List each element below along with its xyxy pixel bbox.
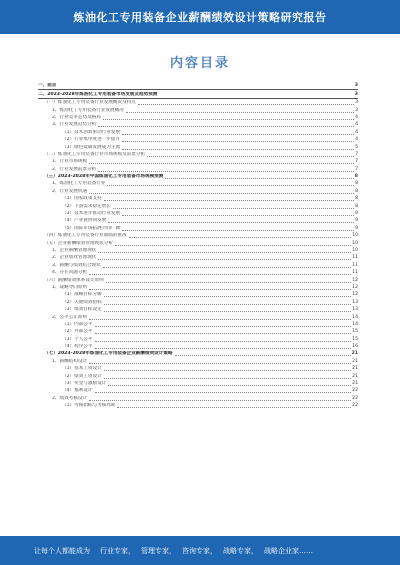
toc-entry-label: 4、存在问题分析 — [52, 270, 88, 276]
toc-entry-label: 2、企业绩效管理现状 — [52, 255, 97, 261]
footer-banner — [0, 536, 400, 565]
toc-entry-page: 21 — [351, 351, 358, 357]
toc-leader-dots — [104, 378, 351, 379]
toc-entry-label: （4）产业链协同发展 — [62, 218, 107, 224]
toc-entry-label: （3）绿色低碳发展成为主流 — [62, 144, 121, 150]
toc-leader-dots — [108, 222, 354, 223]
toc-entry[interactable] — [38, 365, 358, 372]
toc-entry-label: （三）2023-2028年中国炼油化工专用装备市场规模预测 — [44, 174, 164, 180]
toc-entry-page: 15 — [352, 336, 358, 342]
toc-entry[interactable] — [38, 90, 358, 98]
toc-entry[interactable] — [38, 151, 358, 158]
toc-entry-page: 22 — [352, 388, 358, 394]
toc-entry[interactable] — [38, 291, 358, 298]
toc-leader-dots — [117, 407, 351, 408]
toc-entry-page: 8 — [355, 181, 358, 187]
toc-leader-dots — [89, 289, 351, 290]
toc-entry[interactable] — [38, 217, 358, 224]
toc-entry[interactable] — [38, 372, 358, 379]
toc-entry-label: （4）福利设计 — [62, 388, 93, 394]
toc-entry-page: 3 — [355, 107, 358, 113]
footer-tag: 战略专家， — [223, 546, 258, 555]
toc-entry[interactable] — [38, 328, 358, 335]
toc-entry-label: （1）技术创新驱动行业发展 — [62, 129, 121, 135]
toc-entry[interactable] — [38, 343, 358, 350]
toc-leader-dots — [89, 363, 351, 364]
toc-entry[interactable] — [38, 284, 358, 291]
toc-entry-label: （1）战略目标分解 — [62, 292, 102, 298]
toc-leader-dots — [115, 245, 351, 246]
toc-heading: 内容目录 — [169, 56, 230, 71]
footer-tag: 行业专家， — [100, 546, 135, 555]
footer-tag: 咨询专家， — [182, 546, 217, 555]
toc-entry-label: 1、炼油化工专用装备行业 — [52, 181, 106, 187]
toc-entry-label: 2、行业竞争态势及格局 — [52, 114, 101, 120]
toc-entry-page: 14 — [352, 321, 358, 327]
toc-entry-label: （1）国家政策支持 — [62, 196, 102, 202]
toc-leader-dots — [89, 274, 351, 275]
toc-entry-page: 4 — [355, 114, 358, 120]
toc-entry-label: 2、行业发展前景分析 — [52, 166, 97, 172]
toc-entry-label: （3）个人公平 — [62, 336, 93, 342]
toc-entry[interactable] — [38, 224, 358, 231]
toc-entry[interactable] — [38, 254, 358, 261]
footer-lead: 让每个人都能成为 — [34, 546, 90, 555]
toc-leader-dots — [104, 304, 351, 305]
toc-entry-label: （五）企业薪酬绩效管理现状分析 — [44, 240, 113, 246]
toc-entry[interactable] — [38, 387, 358, 394]
toc-entry-label: （5）国际市场拓展空间广阔 — [62, 225, 121, 231]
toc-entry[interactable] — [38, 313, 358, 320]
toc-entry-page: 8 — [354, 174, 358, 180]
toc-entry[interactable] — [38, 114, 358, 121]
toc-entry-page: 11 — [352, 270, 358, 276]
toc-entry-label: （四）炼油化工专用装备行业面临的挑战 — [44, 233, 127, 239]
toc-entry-label: 一、前言 — [38, 83, 57, 89]
toc-entry[interactable] — [38, 276, 358, 283]
toc-entry-label: 1、行业市场规模 — [52, 159, 88, 165]
toc-entry[interactable] — [38, 232, 358, 239]
toc-leader-dots — [113, 208, 354, 209]
toc-entry-label: （2）下游需求稳定增长 — [62, 203, 111, 209]
toc-entry-label: （1）基本工资设计 — [62, 366, 102, 372]
toc-entry-label: （二）炼油化工专用装备行业市场规模及前景分析 — [44, 151, 146, 157]
toc-entry[interactable] — [38, 82, 358, 90]
toc-leader-dots — [103, 267, 351, 268]
toc-entry[interactable] — [38, 106, 358, 113]
toc-leader-dots — [103, 119, 354, 120]
toc-entry[interactable] — [38, 239, 358, 246]
toc-leader-dots — [147, 156, 354, 157]
toc-entry[interactable] — [38, 187, 358, 194]
toc-entry-page: 8 — [355, 203, 358, 209]
toc-leader-dots — [89, 400, 351, 401]
toc-entry-page: 15 — [352, 329, 358, 335]
toc-entry-page: 13 — [352, 299, 358, 305]
toc-leader-dots — [122, 141, 354, 142]
toc-entry-label: 2、行业发展机遇 — [52, 188, 88, 194]
toc-entry-page: 3 — [355, 100, 358, 106]
toc-entry-label: （3）奖金与激励设计 — [62, 381, 107, 387]
toc-entry-page: 10 — [352, 240, 358, 246]
toc-entry-label: 1、薪酬结构设计 — [52, 358, 88, 364]
footer-tags — [100, 546, 313, 556]
toc-leader-dots — [126, 112, 354, 113]
toc-entry-label: （一）炼油化工专用装备行业发展概况及特点 — [44, 100, 136, 106]
toc-entry[interactable] — [38, 306, 358, 313]
toc-entry-page: 7 — [355, 151, 358, 157]
toc-entry-label: （2）关键绩效指标 — [62, 299, 102, 305]
toc-entry-page: 3 — [354, 91, 358, 97]
footer-tag: 管理专家， — [141, 546, 176, 555]
toc-leader-dots — [104, 370, 351, 371]
toc-entry-page: 10 — [352, 247, 358, 253]
toc-entry-page: 14 — [352, 314, 358, 320]
toc-entry[interactable] — [38, 335, 358, 342]
toc-entry[interactable] — [38, 380, 358, 387]
toc-entry-label: 2、绩效考核设计 — [52, 395, 88, 401]
toc-entry-page: 22 — [352, 403, 358, 409]
toc-entry[interactable] — [38, 165, 358, 172]
toc-entry-page: 3 — [354, 83, 358, 89]
toc-leader-dots — [95, 341, 352, 342]
table-of-contents — [38, 82, 358, 409]
toc-entry[interactable] — [38, 99, 358, 106]
toc-entry[interactable] — [38, 298, 358, 305]
toc-entry[interactable] — [38, 261, 358, 268]
toc-entry[interactable] — [38, 136, 358, 143]
footer-tag: 战略企业家…… — [264, 546, 313, 555]
toc-entry-page: 22 — [352, 395, 358, 401]
toc-leader-dots — [98, 259, 351, 260]
toc-entry[interactable] — [38, 210, 358, 217]
toc-leader-dots — [98, 126, 354, 127]
toc-entry-page: 10 — [352, 233, 358, 239]
toc-entry-page: 12 — [352, 292, 358, 298]
toc-leader-dots — [104, 296, 351, 297]
toc-leader-dots — [95, 392, 352, 393]
toc-entry-page: 7 — [355, 159, 358, 165]
toc-entry-page: 12 — [352, 277, 358, 283]
toc-leader-dots — [95, 326, 352, 327]
toc-leader-dots — [108, 385, 351, 386]
toc-entry-label: （1）内部公平 — [62, 321, 93, 327]
toc-leader-dots — [175, 355, 351, 356]
toc-entry[interactable] — [38, 128, 358, 135]
toc-entry[interactable] — [38, 247, 358, 254]
toc-entry-label: （3）技术进步推动行业发展 — [62, 211, 121, 217]
toc-leader-dots — [98, 252, 351, 253]
toc-entry-page: 8 — [355, 196, 358, 202]
toc-entry[interactable] — [38, 121, 358, 128]
toc-entry-page: 13 — [352, 307, 358, 313]
toc-leader-dots — [89, 163, 354, 164]
toc-entry-label: （2）绩效工资设计 — [62, 373, 102, 379]
toc-entry-page: 12 — [352, 284, 358, 290]
toc-entry[interactable] — [38, 269, 358, 276]
toc-entry-page: 9 — [355, 225, 358, 231]
toc-entry[interactable] — [38, 357, 358, 364]
toc-entry[interactable] — [38, 402, 358, 409]
toc-entry-page: 9 — [355, 211, 358, 217]
toc-leader-dots — [122, 215, 354, 216]
toc-entry-page: 4 — [355, 129, 358, 135]
toc-leader-dots — [138, 104, 354, 105]
toc-leader-dots — [89, 193, 354, 194]
title-banner — [0, 0, 400, 34]
toc-entry-page: 5 — [355, 144, 358, 150]
toc-entry-page: 11 — [352, 262, 358, 268]
toc-entry-label: （3）绩效目标设定 — [62, 307, 102, 313]
toc-entry-label: 3、薪酬与绩效结合现状 — [52, 262, 101, 268]
toc-entry-label: 1、炼油化工专用装备行业发展概况 — [52, 107, 124, 113]
toc-entry-label: 1、战略导向原则 — [52, 284, 88, 290]
toc-leader-dots — [95, 348, 352, 349]
toc-entry[interactable] — [38, 173, 358, 180]
toc-entry[interactable] — [38, 180, 358, 187]
toc-entry-label: （七）2023-2028年炼油化工专用装备企业薪酬绩效设计策略 — [44, 351, 173, 357]
toc-leader-dots — [98, 171, 354, 172]
toc-entry-label: 1、企业薪酬管理现状 — [52, 247, 97, 253]
toc-entry[interactable] — [38, 195, 358, 202]
toc-leader-dots — [122, 149, 354, 150]
toc-entry-label: （1）考核指标与考核周期 — [62, 403, 116, 409]
report-title: 炼油化工专用装备企业薪酬绩效设计策略研究报告 — [73, 11, 327, 24]
toc-leader-dots — [104, 311, 351, 312]
toc-leader-dots — [107, 185, 354, 186]
toc-entry[interactable] — [38, 158, 358, 165]
toc-leader-dots — [89, 319, 351, 320]
toc-leader-dots — [106, 282, 351, 283]
toc-entry-page: 21 — [352, 381, 358, 387]
toc-leader-dots — [122, 134, 354, 135]
toc-entry-page: 11 — [352, 255, 358, 261]
toc-entry[interactable] — [38, 321, 358, 328]
toc-entry-label: （2）行业集中度进一步提升 — [62, 137, 121, 143]
toc-entry-page: 4 — [355, 122, 358, 128]
toc-entry-label: 3、行业发展趋势分析 — [52, 122, 97, 128]
toc-entry-page: 21 — [352, 373, 358, 379]
toc-leader-dots — [165, 178, 353, 179]
toc-entry-page: 8 — [355, 188, 358, 194]
toc-entry-label: （六）薪酬绩效体系设计原则 — [44, 277, 104, 283]
toc-leader-dots — [104, 200, 354, 201]
toc-entry[interactable] — [38, 202, 358, 209]
toc-leader-dots — [129, 237, 351, 238]
toc-entry-label: 二、2023-2028年炼油化工专用装备市场发展及趋势预测 — [38, 91, 158, 97]
toc-leader-dots — [95, 333, 352, 334]
toc-entry-label: （4）程序公平 — [62, 344, 93, 350]
toc-entry-page: 7 — [355, 166, 358, 172]
toc-entry[interactable] — [38, 143, 358, 150]
toc-entry-page: 21 — [352, 366, 358, 372]
toc-entry[interactable] — [38, 394, 358, 401]
toc-entry[interactable] — [38, 350, 358, 357]
toc-entry-page: 4 — [355, 137, 358, 143]
toc-entry-page: 16 — [352, 344, 358, 350]
toc-entry-label: （2）外部公平 — [62, 329, 93, 335]
toc-entry-page: 9 — [355, 218, 358, 224]
toc-entry-label: 2、公平公正原则 — [52, 314, 88, 320]
toc-leader-dots — [122, 230, 354, 231]
toc-entry-page: 21 — [352, 358, 358, 364]
